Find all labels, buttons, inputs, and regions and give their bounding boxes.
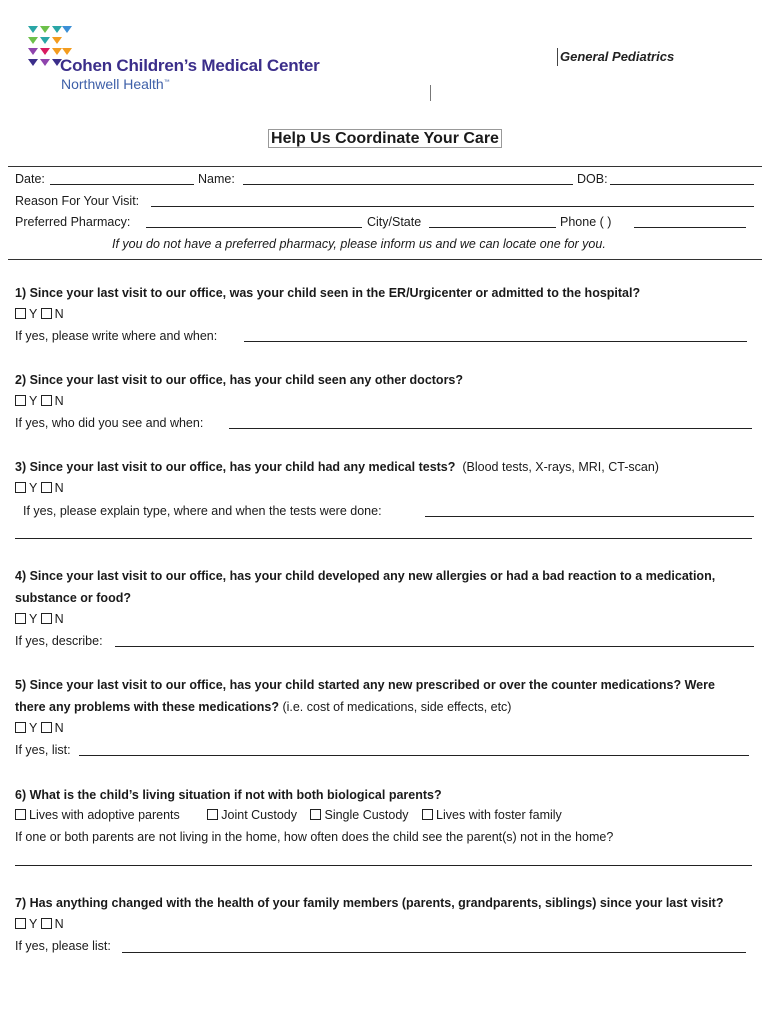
city-label: City/State xyxy=(367,215,422,229)
phone-label: Phone ( ) xyxy=(560,215,612,229)
q2-no-checkbox[interactable] xyxy=(41,395,52,406)
name-field[interactable] xyxy=(243,184,573,185)
q5-followup: If yes, list: xyxy=(15,743,71,757)
q2-answer-field[interactable] xyxy=(229,428,752,429)
question-5-line2: there any problems with these medications? (i.e. cost of medications, side effects, etc) xyxy=(15,700,512,714)
section-rule xyxy=(8,259,762,260)
q6-options xyxy=(15,808,572,822)
q4-answer-field[interactable] xyxy=(115,646,754,647)
option-foster-label: Lives with foster family xyxy=(436,808,562,822)
option-adoptive-label: Lives with adoptive parents xyxy=(29,808,180,822)
q1-no-checkbox[interactable] xyxy=(41,308,52,319)
q1-yes-checkbox[interactable] xyxy=(15,308,26,319)
q1-followup: If yes, please write where and when: xyxy=(15,329,218,343)
form-title: Help Us Coordinate Your Care xyxy=(0,130,770,148)
question-6: 6) What is the child’s living situation if not with both biological parents? xyxy=(15,788,442,802)
city-field[interactable] xyxy=(429,227,556,228)
divider xyxy=(430,85,431,101)
pharmacy-label: Preferred Pharmacy: xyxy=(15,215,131,229)
question-4-line1: 4) Since your last visit to our office, has your child developed any new allergies or had a bad reaction to a medication, xyxy=(15,569,716,583)
q7-yes-checkbox[interactable] xyxy=(15,918,26,929)
q4-yes-no: Y N xyxy=(15,612,64,626)
dob-label: DOB: xyxy=(577,172,608,186)
q7-no-checkbox[interactable] xyxy=(41,918,52,929)
q3-yes-no: Y N xyxy=(15,481,64,495)
q2-yes-no: Y N xyxy=(15,394,64,408)
question-1: 1) Since your last visit to our office, was your child seen in the ER/Urgicenter or admitted to the hospital? xyxy=(15,286,641,300)
q1-yes-no: Y N xyxy=(15,307,64,321)
date-field[interactable] xyxy=(50,184,194,185)
date-label: Date: xyxy=(15,172,45,186)
q5-answer-field[interactable] xyxy=(79,755,749,756)
cursor-bar xyxy=(557,48,558,66)
q5-yes-no: Y N xyxy=(15,721,64,735)
question-3: 3) Since your last visit to our office, has your child had any medical tests? (Blood tests, X-rays, MRI, CT-scan) xyxy=(15,460,659,474)
question-7: 7) Has anything changed with the health of your family members (parents, grandparents, siblings) since your last visit? xyxy=(15,896,724,910)
option-joint-label: Joint Custody xyxy=(221,808,297,822)
phone-field[interactable] xyxy=(634,227,746,228)
q3-answer-field[interactable] xyxy=(425,516,754,517)
q5-no-checkbox[interactable] xyxy=(41,722,52,733)
q7-answer-field[interactable] xyxy=(122,952,746,953)
q3-no-checkbox[interactable] xyxy=(41,482,52,493)
option-single-checkbox[interactable] xyxy=(310,809,321,820)
q2-followup: If yes, who did you see and when: xyxy=(15,416,204,430)
pharmacy-note: If you do not have a preferred pharmacy, please inform us and we can locate one for you. xyxy=(112,237,606,251)
q7-yes-no: Y N xyxy=(15,917,64,931)
q6-followup: If one or both parents are not living in the home, how often does the child see the parent(s) not in the home? xyxy=(15,830,614,844)
q6-answer-field[interactable] xyxy=(15,865,752,866)
q4-followup: If yes, describe: xyxy=(15,634,103,648)
option-joint-checkbox[interactable] xyxy=(207,809,218,820)
name-label: Name: xyxy=(198,172,235,186)
department-label: General Pediatrics xyxy=(560,49,675,64)
q3-answer-field-2[interactable] xyxy=(15,538,752,539)
q4-yes-checkbox[interactable] xyxy=(15,613,26,624)
question-2: 2) Since your last visit to our office, has your child seen any other doctors? xyxy=(15,373,464,387)
option-single-label: Single Custody xyxy=(324,808,409,822)
option-foster-checkbox[interactable] xyxy=(422,809,433,820)
q5-yes-checkbox[interactable] xyxy=(15,722,26,733)
reason-field[interactable] xyxy=(151,206,754,207)
option-adoptive-checkbox[interactable] xyxy=(15,809,26,820)
brand-name: Cohen Children’s Medical Center xyxy=(60,56,320,75)
q3-followup: If yes, please explain type, where and when the tests were done: xyxy=(23,504,382,518)
pharmacy-field[interactable] xyxy=(146,227,362,228)
q1-answer-field[interactable] xyxy=(244,341,747,342)
brand-subname: Northwell Health™ xyxy=(61,76,170,92)
dob-field[interactable] xyxy=(610,184,754,185)
top-rule xyxy=(8,166,762,167)
q2-yes-checkbox[interactable] xyxy=(15,395,26,406)
q7-followup: If yes, please list: xyxy=(15,939,111,953)
reason-label: Reason For Your Visit: xyxy=(15,194,140,208)
q4-no-checkbox[interactable] xyxy=(41,613,52,624)
question-5-line1: 5) Since your last visit to our office, has your child started any new prescribed or over the counter medications? Were xyxy=(15,678,715,692)
question-4-line2: substance or food? xyxy=(15,591,131,605)
q3-yes-checkbox[interactable] xyxy=(15,482,26,493)
